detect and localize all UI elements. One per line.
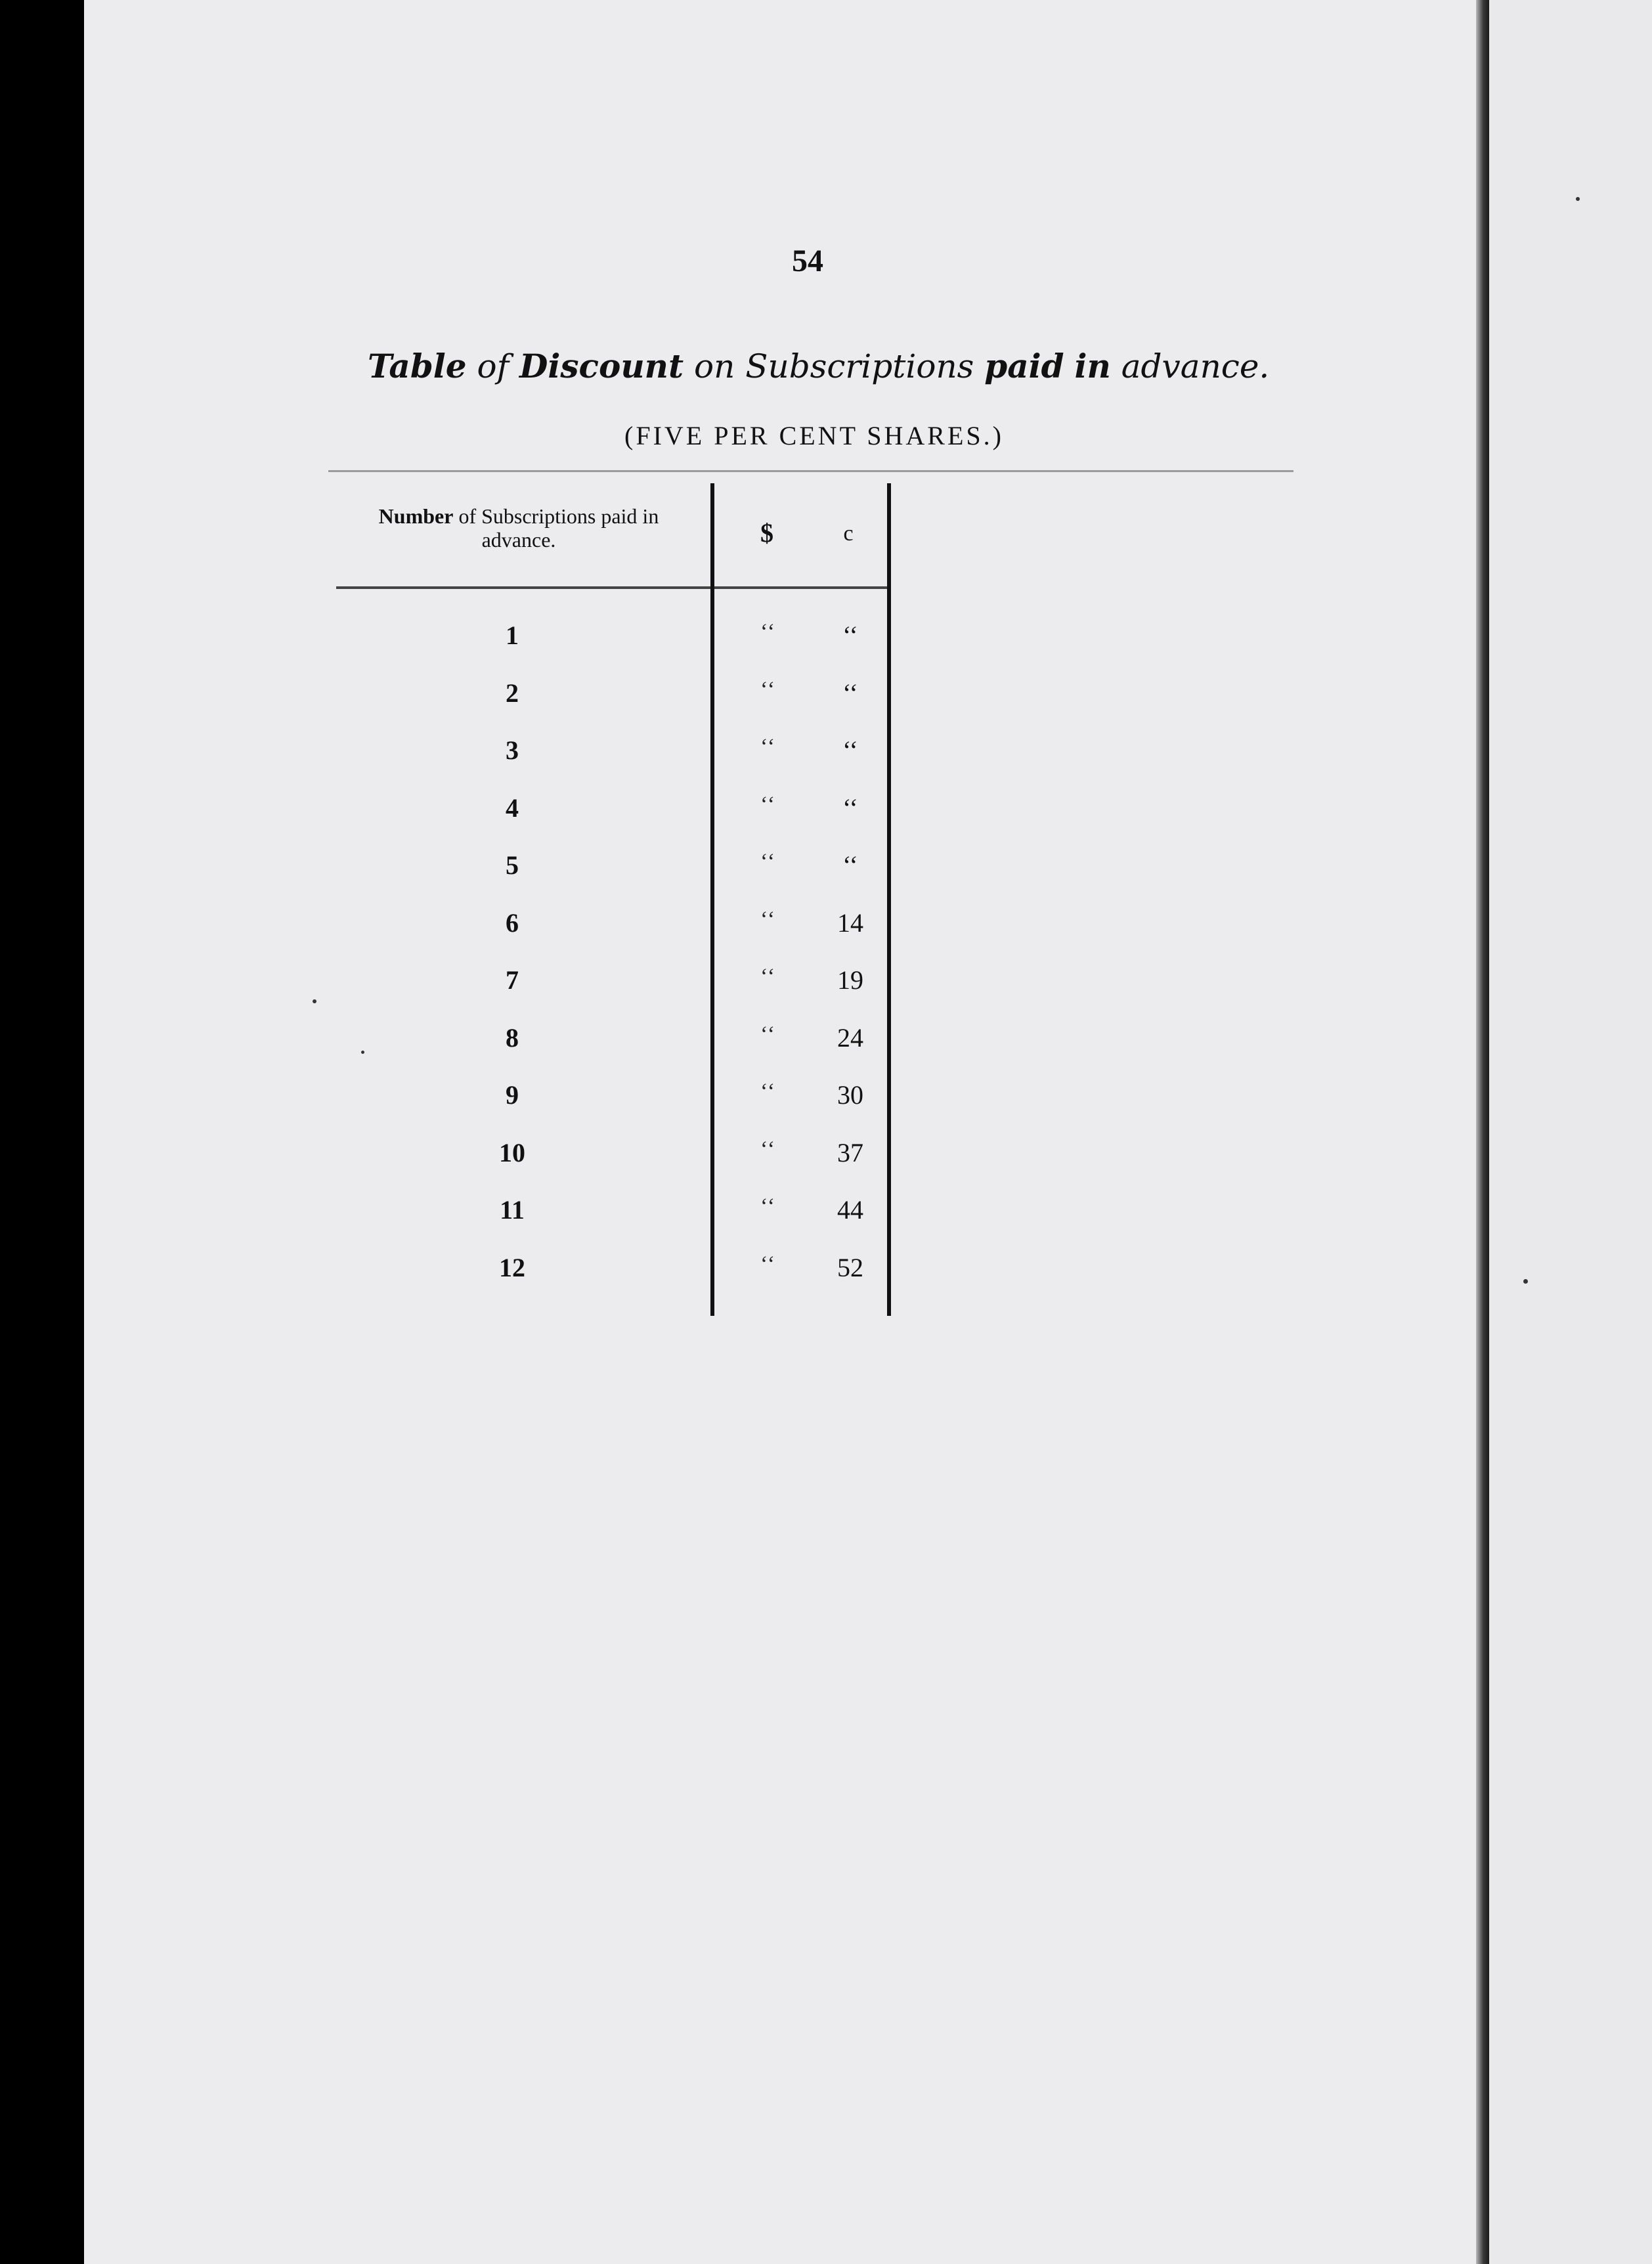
row-dollars: ‘‘: [760, 1022, 777, 1047]
row-number: 2: [506, 678, 519, 708]
header-text: of Subscriptions paid in: [453, 504, 659, 528]
scan-speck: [1576, 197, 1580, 201]
table-row: [341, 620, 900, 678]
title-word: Table: [368, 347, 467, 385]
title-word: Subscriptions: [745, 347, 974, 385]
row-number: 12: [499, 1252, 525, 1282]
title-word: Discount: [519, 347, 684, 385]
title-word: advance.: [1121, 347, 1270, 385]
scan-speck: [313, 999, 316, 1003]
row-cents: 19: [837, 965, 863, 995]
row-cents: 44: [837, 1195, 863, 1225]
row-dollars: ‘‘: [760, 677, 777, 702]
row-dollars: ‘‘: [760, 850, 777, 874]
row-cents: 30: [837, 1080, 863, 1110]
table-subtitle: (FIVE PER CENT SHARES.): [624, 421, 1004, 450]
title-word: in: [1074, 347, 1111, 385]
table-row: [341, 793, 900, 850]
row-cents: ‘‘: [842, 793, 858, 823]
row-cents: ‘‘: [842, 850, 858, 880]
title-word: of: [477, 347, 510, 385]
table-row: [341, 1022, 900, 1080]
row-cents: ‘‘: [842, 678, 858, 708]
row-dollars: ‘‘: [760, 792, 777, 817]
table-row: [341, 850, 900, 907]
row-cents: 24: [837, 1022, 863, 1053]
row-cents: ‘‘: [842, 620, 858, 650]
scan-speck: [361, 1051, 364, 1054]
row-cents: 52: [837, 1252, 863, 1282]
row-number: 9: [506, 1080, 519, 1110]
scan-edge-shadow: [0, 0, 84, 2264]
table-row: [341, 1137, 900, 1195]
row-number: 6: [506, 907, 519, 938]
top-rule: [328, 470, 1293, 472]
row-number: 3: [506, 735, 519, 765]
page-number: 54: [792, 244, 823, 278]
row-number: 1: [506, 620, 519, 650]
row-number: 11: [500, 1195, 525, 1225]
row-cents: ‘‘: [842, 735, 858, 765]
header-bold-word: Number: [378, 504, 454, 528]
table-row: [341, 965, 900, 1022]
row-number: 8: [506, 1022, 519, 1053]
row-number: 5: [506, 850, 519, 880]
title-word: paid: [984, 347, 1064, 385]
row-number: 4: [506, 793, 519, 823]
row-number: 7: [506, 965, 519, 995]
row-cents: 37: [837, 1137, 863, 1167]
header-cents: c: [843, 521, 854, 546]
table-row: [341, 678, 900, 735]
header-rule: [336, 586, 891, 589]
table-row: [341, 1079, 900, 1137]
scan-speck: [1523, 1279, 1528, 1284]
row-dollars: ‘‘: [760, 1079, 777, 1104]
header-dollars: $: [760, 518, 773, 548]
facing-page-edge: [1489, 0, 1652, 2264]
book-gutter: [1476, 0, 1489, 2264]
row-number: 10: [499, 1137, 525, 1167]
table-row: [341, 1194, 900, 1252]
table-body: [341, 620, 900, 1309]
table-row: [341, 735, 900, 793]
table-row: [341, 907, 900, 965]
row-dollars: ‘‘: [760, 907, 777, 932]
header-number-of-subscriptions: [341, 504, 696, 552]
title-word: on: [694, 347, 735, 385]
row-dollars: ‘‘: [760, 1194, 777, 1219]
table-row: [341, 1252, 900, 1310]
row-dollars: ‘‘: [760, 735, 777, 759]
table-title: [368, 347, 1270, 385]
row-dollars: ‘‘: [760, 965, 777, 989]
row-dollars: ‘‘: [760, 1252, 777, 1276]
row-dollars: ‘‘: [760, 1137, 777, 1162]
row-cents: 14: [837, 907, 863, 938]
row-dollars: ‘‘: [760, 620, 777, 644]
header-text-line2: advance.: [481, 528, 556, 552]
